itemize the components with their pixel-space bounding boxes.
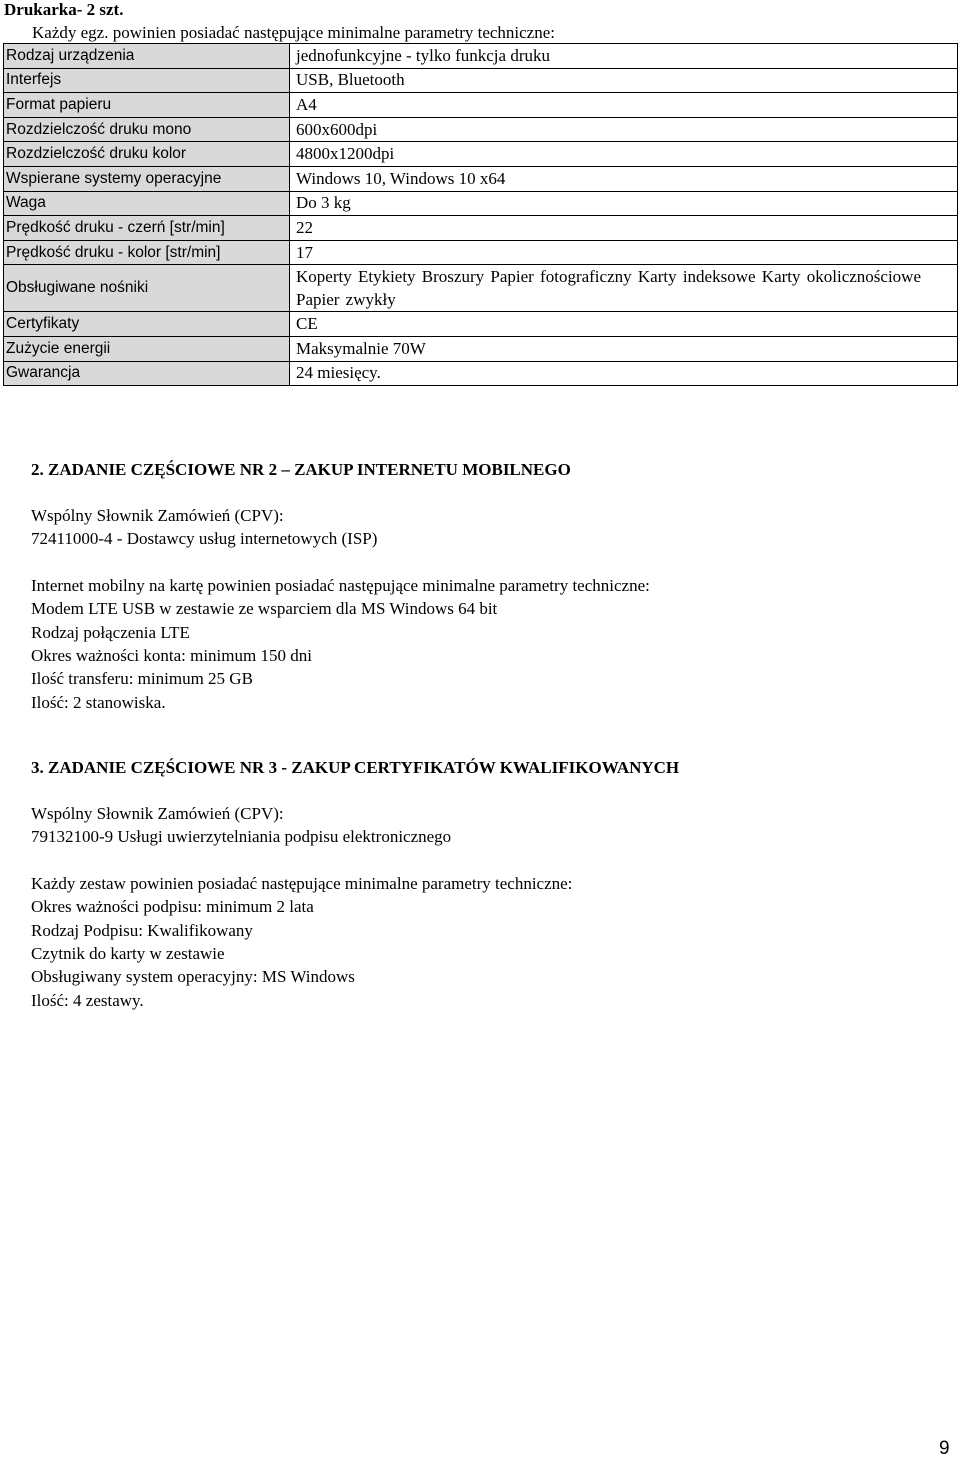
spec-value: 24 miesięcy. bbox=[290, 361, 958, 386]
list-item: Czytnik do karty w zestawie bbox=[31, 943, 225, 963]
list-item: Okres ważności konta: minimum 150 dni bbox=[31, 645, 312, 665]
cpv-label: Wspólny Słownik Zamówień (CPV): bbox=[31, 804, 284, 823]
table-row bbox=[4, 191, 958, 216]
list-item: Modem LTE USB w zestawie ze wsparciem dla MS Windows 64 bit bbox=[31, 599, 498, 619]
list-item: Obsługiwany system operacyjny: MS Windows bbox=[31, 967, 355, 987]
spec-value: A4 bbox=[290, 93, 958, 118]
table-row bbox=[4, 240, 958, 265]
spec-value: Koperty Etykiety Broszury Papier fotograficzny Karty indeksowe Karty okolicznościowe Papier zwykły bbox=[290, 265, 958, 312]
table-row bbox=[4, 93, 958, 118]
spec-label: Rodzaj urządzenia bbox=[4, 44, 290, 69]
table-row bbox=[4, 265, 958, 312]
printer-spec-table bbox=[3, 43, 958, 386]
spec-value: jednofunkcyjne - tylko funkcja druku bbox=[290, 44, 958, 69]
cpv-code: 72411000-4 - Dostawcy usług internetowych (ISP) bbox=[31, 529, 378, 549]
section-3 bbox=[31, 756, 679, 1012]
requirements-intro: Internet mobilny na kartę powinien posiadać następujące minimalne parametry techniczne: bbox=[31, 575, 650, 595]
printer-requirements-intro: Każdy egz. powinien posiadać następujące minimalne parametry techniczne: bbox=[32, 23, 555, 42]
spec-label: Certyfikaty bbox=[4, 312, 290, 337]
cpv-label: Wspólny Słownik Zamówień (CPV): bbox=[31, 506, 284, 525]
section-heading: 3. ZADANIE CZĘŚCIOWE NR 3 - ZAKUP CERTYFIKATÓW KWALIFIKOWANYCH bbox=[31, 758, 680, 777]
table-row bbox=[4, 166, 958, 191]
spec-value: USB, Bluetooth bbox=[290, 68, 958, 93]
spec-value: Maksymalnie 70W bbox=[290, 336, 958, 361]
spec-label: Prędkość druku - czerń [str/min] bbox=[4, 216, 290, 241]
spec-label: Zużycie energii bbox=[4, 336, 290, 361]
list-item: Rodzaj Podpisu: Kwalifikowany bbox=[31, 920, 253, 940]
spec-value: 600x600dpi bbox=[290, 117, 958, 142]
spec-label: Format papieru bbox=[4, 93, 290, 118]
spec-value: CE bbox=[290, 312, 958, 337]
spec-label: Prędkość druku - kolor [str/min] bbox=[4, 240, 290, 265]
table-row bbox=[4, 68, 958, 93]
spec-value: Windows 10, Windows 10 x64 bbox=[290, 166, 958, 191]
spec-label: Obsługiwane nośniki bbox=[4, 265, 290, 312]
list-item: Rodzaj połączenia LTE bbox=[31, 622, 190, 642]
spec-label: Gwarancja bbox=[4, 361, 290, 386]
spec-label: Waga bbox=[4, 191, 290, 216]
list-item: Ilość: 2 stanowiska. bbox=[31, 692, 166, 712]
spec-label: Rozdzielczość druku kolor bbox=[4, 142, 290, 167]
list-item: Okres ważności podpisu: minimum 2 lata bbox=[31, 897, 314, 917]
spec-label: Wspierane systemy operacyjne bbox=[4, 166, 290, 191]
section-heading: 2. ZADANIE CZĘŚCIOWE NR 2 – ZAKUP INTERNETU MOBILNEGO bbox=[31, 460, 571, 479]
spec-value: 4800x1200dpi bbox=[290, 142, 958, 167]
section-2 bbox=[31, 458, 650, 714]
table-row bbox=[4, 336, 958, 361]
list-item: Ilość transferu: minimum 25 GB bbox=[31, 669, 253, 689]
cpv-code: 79132100-9 Usługi uwierzytelniania podpisu elektronicznego bbox=[31, 827, 452, 847]
table-row bbox=[4, 44, 958, 69]
table-row bbox=[4, 117, 958, 142]
table-row bbox=[4, 361, 958, 386]
spec-label: Interfejs bbox=[4, 68, 290, 93]
spec-value: 22 bbox=[290, 216, 958, 241]
spec-label: Rozdzielczość druku mono bbox=[4, 117, 290, 142]
table-row bbox=[4, 216, 958, 241]
printer-title: Drukarka- 2 szt. bbox=[4, 0, 124, 19]
spec-value: Do 3 kg bbox=[290, 191, 958, 216]
table-row bbox=[4, 142, 958, 167]
table-row bbox=[4, 312, 958, 337]
spec-value: 17 bbox=[290, 240, 958, 265]
requirements-intro: Każdy zestaw powinien posiadać następujące minimalne parametry techniczne: bbox=[31, 873, 573, 893]
list-item: Ilość: 4 zestawy. bbox=[31, 990, 144, 1010]
page-number: 9 bbox=[939, 1438, 950, 1459]
